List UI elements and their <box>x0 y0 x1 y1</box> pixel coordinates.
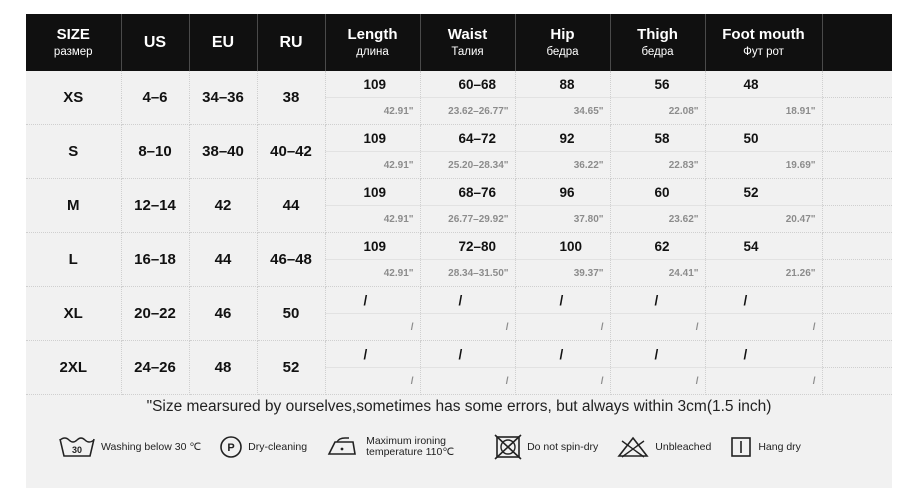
cell-hip-inch: 39.37" <box>515 260 610 287</box>
cell-foot-mouth-inch: 19.69" <box>705 152 822 179</box>
cell-length-cm: 109 <box>325 179 420 206</box>
col-header-label: EU <box>211 34 235 51</box>
care-label: Washing below 30 ℃ <box>101 440 202 453</box>
table-row <box>26 179 892 206</box>
cell-ru: 40–42 <box>257 125 325 179</box>
care-label: Do not spin-dry <box>527 440 599 453</box>
cell-waist-inch: 26.77–29.92" <box>420 206 515 233</box>
cell-thigh-cm: 58 <box>610 125 705 152</box>
cell-hip-cm: 92 <box>515 125 610 152</box>
care-label: Dry-cleaning <box>248 440 308 453</box>
cell-waist-inch: 28.34–31.50" <box>420 260 515 287</box>
cell-size: XL <box>26 287 121 341</box>
care-item-dry-clean <box>219 435 307 459</box>
cell-us: 8–10 <box>121 125 189 179</box>
cell-hip-cm: 100 <box>515 233 610 260</box>
col-header-sublabel: длина <box>356 46 389 58</box>
cell-thigh-cm: / <box>610 287 705 314</box>
col-header-ru <box>257 14 325 71</box>
no-spin-dry-icon <box>494 434 522 460</box>
care-item-no-spin <box>494 434 598 460</box>
cell-length-cm: 109 <box>325 71 420 98</box>
col-header-sublabel: Фут рот <box>743 46 784 58</box>
size-table <box>26 14 892 395</box>
cell-waist-cm: 68–76 <box>420 179 515 206</box>
care-label: Hang dry <box>758 440 801 453</box>
wash-30-icon <box>58 436 96 458</box>
svg-text:P: P <box>227 442 235 454</box>
cell-size: M <box>26 179 121 233</box>
col-header-label: US <box>143 34 167 51</box>
cell-foot-mouth-inch: / <box>705 368 822 395</box>
cell-length-cm: 109 <box>325 233 420 260</box>
cell-length-cm: / <box>325 287 420 314</box>
cell-blank <box>822 233 892 260</box>
cell-foot-mouth-inch: 18.91" <box>705 98 822 125</box>
cell-foot-mouth-inch: / <box>705 314 822 341</box>
cell-foot-mouth-cm: 48 <box>705 71 822 98</box>
cell-blank <box>822 314 892 341</box>
cell-blank <box>822 206 892 233</box>
cell-thigh-cm: 62 <box>610 233 705 260</box>
svg-text:30: 30 <box>71 445 83 455</box>
cell-us: 12–14 <box>121 179 189 233</box>
col-header-waist <box>420 14 515 71</box>
cell-thigh-inch: 22.83" <box>610 152 705 179</box>
table-row <box>26 341 892 368</box>
cell-length-cm: 109 <box>325 125 420 152</box>
col-header-label: Thigh <box>637 26 678 43</box>
col-header-label: RU <box>279 34 303 51</box>
cell-hip-inch: / <box>515 314 610 341</box>
cell-ru: 44 <box>257 179 325 233</box>
cell-hip-cm: 96 <box>515 179 610 206</box>
cell-foot-mouth-cm: / <box>705 287 822 314</box>
cell-foot-mouth-cm: / <box>705 341 822 368</box>
cell-hip-cm: 88 <box>515 71 610 98</box>
cell-blank <box>822 260 892 287</box>
size-chart <box>26 14 892 488</box>
care-item-no-bleach <box>616 435 711 459</box>
cell-length-inch: / <box>325 314 420 341</box>
col-header-sublabel: бедра <box>641 46 674 58</box>
col-header-label: SIZE <box>56 26 90 43</box>
table-row <box>26 125 892 152</box>
cell-thigh-inch: / <box>610 368 705 395</box>
cell-us: 4–6 <box>121 71 189 125</box>
cell-hip-cm: / <box>515 287 610 314</box>
cell-length-inch: 42.91" <box>325 260 420 287</box>
care-item-iron <box>325 436 476 458</box>
cell-ru: 52 <box>257 341 325 395</box>
cell-eu: 34–36 <box>189 71 257 125</box>
cell-eu: 38–40 <box>189 125 257 179</box>
cell-blank <box>822 341 892 368</box>
care-instructions <box>58 432 888 462</box>
cell-length-inch: 42.91" <box>325 152 420 179</box>
hang-dry-icon <box>729 435 753 459</box>
cell-length-inch: / <box>325 368 420 395</box>
cell-blank <box>822 152 892 179</box>
col-header-blank <box>822 14 892 71</box>
col-header-hip <box>515 14 610 71</box>
cell-foot-mouth-cm: 50 <box>705 125 822 152</box>
cell-waist-inch: / <box>420 368 515 395</box>
col-header-label: Foot mouth <box>722 26 805 43</box>
cell-waist-cm: / <box>420 287 515 314</box>
cell-thigh-cm: / <box>610 341 705 368</box>
col-header-thigh <box>610 14 705 71</box>
cell-thigh-cm: 60 <box>610 179 705 206</box>
cell-ru: 50 <box>257 287 325 341</box>
care-label: Maximum ironing temperature 110℃ <box>366 435 455 458</box>
cell-us: 16–18 <box>121 233 189 287</box>
cell-length-inch: 42.91" <box>325 206 420 233</box>
care-label: Unbleached <box>655 440 712 453</box>
cell-blank <box>822 71 892 98</box>
cell-blank <box>822 125 892 152</box>
cell-foot-mouth-inch: 21.26" <box>705 260 822 287</box>
cell-waist-inch: 23.62–26.77" <box>420 98 515 125</box>
table-row <box>26 233 892 260</box>
col-header-length <box>325 14 420 71</box>
cell-thigh-inch: / <box>610 314 705 341</box>
cell-thigh-inch: 24.41" <box>610 260 705 287</box>
cell-thigh-inch: 22.08" <box>610 98 705 125</box>
cell-ru: 38 <box>257 71 325 125</box>
col-header-foot-mouth <box>705 14 822 71</box>
col-header-sublabel: Талия <box>451 46 484 58</box>
col-header-us <box>121 14 189 71</box>
care-item-hang-dry <box>729 435 801 459</box>
cell-hip-inch: 37.80" <box>515 206 610 233</box>
cell-waist-cm: 60–68 <box>420 71 515 98</box>
cell-thigh-inch: 23.62" <box>610 206 705 233</box>
cell-thigh-cm: 56 <box>610 71 705 98</box>
col-header-sublabel: бедра <box>546 46 579 58</box>
iron-icon <box>325 436 361 458</box>
cell-waist-cm: / <box>420 341 515 368</box>
cell-length-inch: 42.91" <box>325 98 420 125</box>
cell-eu: 44 <box>189 233 257 287</box>
cell-hip-inch: 34.65" <box>515 98 610 125</box>
care-item-wash <box>58 436 201 458</box>
cell-eu: 48 <box>189 341 257 395</box>
cell-foot-mouth-cm: 52 <box>705 179 822 206</box>
cell-waist-cm: 72–80 <box>420 233 515 260</box>
col-header-label: Length <box>347 26 398 43</box>
measurement-note: "Size mearsured by ourselves,sometimes has some errors, but always within 3cm(1.5 inch) <box>146 398 772 415</box>
col-header-sublabel: размер <box>53 46 93 58</box>
cell-hip-inch: / <box>515 368 610 395</box>
cell-size: L <box>26 233 121 287</box>
cell-size: 2XL <box>26 341 121 395</box>
cell-foot-mouth-cm: 54 <box>705 233 822 260</box>
col-header-size <box>26 14 121 71</box>
col-header-eu <box>189 14 257 71</box>
table-row <box>26 71 892 98</box>
cell-size: S <box>26 125 121 179</box>
col-header-label: Waist <box>447 26 488 43</box>
cell-eu: 42 <box>189 179 257 233</box>
cell-ru: 46–48 <box>257 233 325 287</box>
no-bleach-icon <box>616 435 650 459</box>
cell-length-cm: / <box>325 341 420 368</box>
table-row <box>26 287 892 314</box>
dry-clean-icon <box>219 435 243 459</box>
col-header-label: Hip <box>550 26 575 43</box>
cell-blank <box>822 179 892 206</box>
cell-blank <box>822 98 892 125</box>
header-row <box>26 14 892 71</box>
cell-us: 24–26 <box>121 341 189 395</box>
cell-hip-cm: / <box>515 341 610 368</box>
cell-blank <box>822 368 892 395</box>
cell-foot-mouth-inch: 20.47" <box>705 206 822 233</box>
cell-us: 20–22 <box>121 287 189 341</box>
cell-eu: 46 <box>189 287 257 341</box>
cell-waist-cm: 64–72 <box>420 125 515 152</box>
cell-waist-inch: / <box>420 314 515 341</box>
cell-blank <box>822 287 892 314</box>
cell-waist-inch: 25.20–28.34" <box>420 152 515 179</box>
cell-size: XS <box>26 71 121 125</box>
cell-hip-inch: 36.22" <box>515 152 610 179</box>
